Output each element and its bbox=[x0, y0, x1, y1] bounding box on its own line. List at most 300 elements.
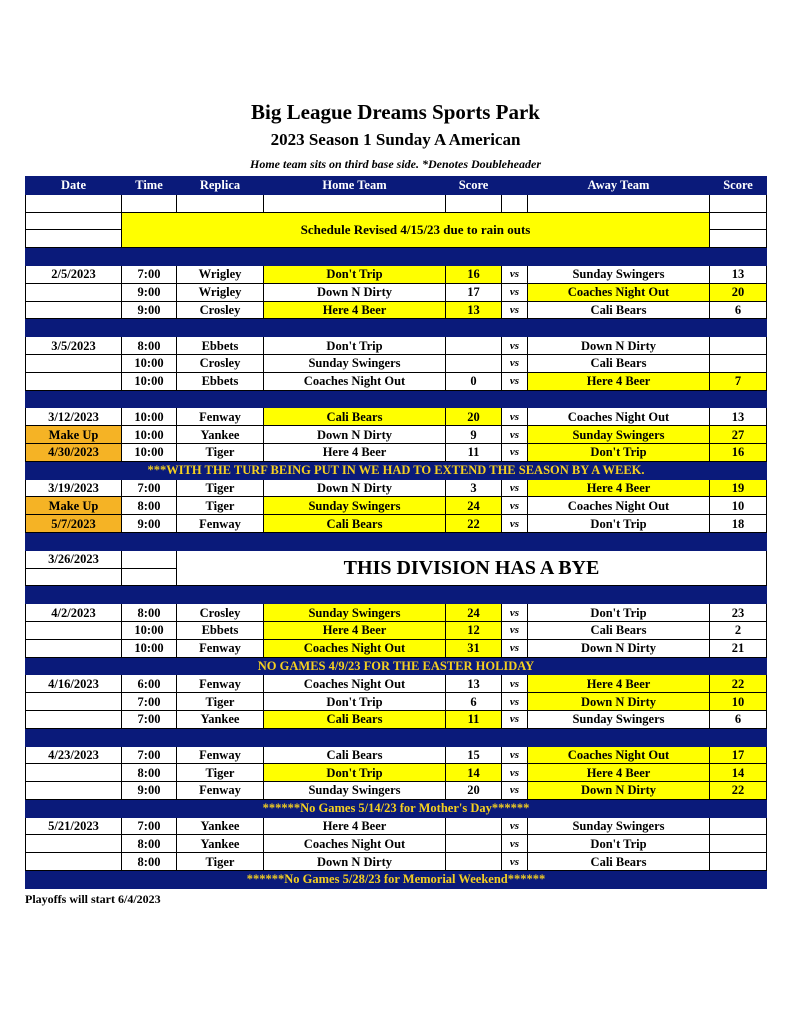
game-time: 9:00 bbox=[122, 782, 177, 800]
spacer-cell bbox=[122, 586, 177, 604]
spacer-cell bbox=[264, 319, 446, 337]
home-team: Coaches Night Out bbox=[264, 675, 446, 693]
home-score bbox=[446, 354, 502, 372]
away-team: Coaches Night Out bbox=[528, 497, 710, 515]
banner-text: ******No Games 5/28/23 for Memorial Weekend****** bbox=[26, 871, 767, 889]
away-team: Sunday Swingers bbox=[528, 426, 710, 444]
game-field: Ebbets bbox=[177, 372, 264, 390]
spacer-row bbox=[26, 586, 767, 604]
spacer-row bbox=[26, 248, 767, 266]
home-score: 12 bbox=[446, 621, 502, 639]
game-date: Make Up bbox=[26, 426, 122, 444]
game-time: 10:00 bbox=[122, 639, 177, 657]
spacer-cell bbox=[502, 390, 528, 408]
spacer-cell bbox=[177, 586, 264, 604]
home-team: Here 4 Beer bbox=[264, 817, 446, 835]
spacer-row bbox=[26, 728, 767, 746]
home-team: Don't Trip bbox=[264, 265, 446, 283]
game-field: Crosley bbox=[177, 301, 264, 319]
game-field: Fenway bbox=[177, 408, 264, 426]
away-team: Cali Bears bbox=[528, 301, 710, 319]
away-team: Down N Dirty bbox=[528, 639, 710, 657]
game-row bbox=[26, 639, 767, 657]
spacer-cell bbox=[528, 319, 710, 337]
banner-text: ******No Games 5/14/23 for Mother's Day****** bbox=[26, 799, 767, 817]
game-date bbox=[26, 621, 122, 639]
home-score bbox=[446, 835, 502, 853]
game-row bbox=[26, 337, 767, 355]
home-score: 22 bbox=[446, 515, 502, 533]
away-team: Cali Bears bbox=[528, 853, 710, 871]
game-row bbox=[26, 372, 767, 390]
home-score: 20 bbox=[446, 408, 502, 426]
home-score: 0 bbox=[446, 372, 502, 390]
away-team: Sunday Swingers bbox=[528, 710, 710, 728]
game-row bbox=[26, 497, 767, 515]
home-team: Sunday Swingers bbox=[264, 604, 446, 622]
spacer-cell bbox=[26, 248, 122, 266]
home-team: Coaches Night Out bbox=[264, 835, 446, 853]
banner-row bbox=[26, 657, 767, 675]
game-date: 5/7/2023 bbox=[26, 515, 122, 533]
spacer-cell bbox=[446, 319, 502, 337]
game-field: Ebbets bbox=[177, 621, 264, 639]
spacer-cell bbox=[710, 390, 767, 408]
away-team: Here 4 Beer bbox=[528, 764, 710, 782]
game-field: Ebbets bbox=[177, 337, 264, 355]
game-date bbox=[26, 372, 122, 390]
vs-label: vs bbox=[502, 693, 528, 711]
game-row bbox=[26, 604, 767, 622]
home-score: 11 bbox=[446, 443, 502, 461]
home-team: Down N Dirty bbox=[264, 426, 446, 444]
game-time: 9:00 bbox=[122, 515, 177, 533]
game-field: Crosley bbox=[177, 604, 264, 622]
away-score: 20 bbox=[710, 283, 767, 301]
home-score: 13 bbox=[446, 301, 502, 319]
away-team: Here 4 Beer bbox=[528, 479, 710, 497]
spacer-cell bbox=[26, 532, 122, 550]
away-team: Cali Bears bbox=[528, 354, 710, 372]
vs-label: vs bbox=[502, 515, 528, 533]
vs-label: vs bbox=[502, 639, 528, 657]
game-row bbox=[26, 817, 767, 835]
game-time: 7:00 bbox=[122, 693, 177, 711]
home-score bbox=[446, 853, 502, 871]
empty-cell bbox=[122, 568, 177, 586]
away-score: 13 bbox=[710, 265, 767, 283]
away-score: 23 bbox=[710, 604, 767, 622]
away-score: 10 bbox=[710, 693, 767, 711]
spacer-row bbox=[26, 319, 767, 337]
game-time: 10:00 bbox=[122, 426, 177, 444]
home-team: Sunday Swingers bbox=[264, 354, 446, 372]
game-field: Fenway bbox=[177, 746, 264, 764]
home-score bbox=[446, 817, 502, 835]
vs-label: vs bbox=[502, 764, 528, 782]
spacer-cell bbox=[122, 532, 177, 550]
home-team: Down N Dirty bbox=[264, 283, 446, 301]
blank-row bbox=[26, 194, 767, 212]
home-team: Cali Bears bbox=[264, 408, 446, 426]
game-row bbox=[26, 782, 767, 800]
game-field: Fenway bbox=[177, 675, 264, 693]
game-field: Yankee bbox=[177, 835, 264, 853]
vs-label: vs bbox=[502, 354, 528, 372]
game-time: 8:00 bbox=[122, 337, 177, 355]
spacer-cell bbox=[122, 728, 177, 746]
spacer-cell bbox=[528, 248, 710, 266]
spacer-cell bbox=[446, 532, 502, 550]
away-score: 17 bbox=[710, 746, 767, 764]
game-time: 7:00 bbox=[122, 746, 177, 764]
game-date: 3/5/2023 bbox=[26, 337, 122, 355]
away-score: 14 bbox=[710, 764, 767, 782]
empty-cell bbox=[446, 194, 502, 212]
game-date bbox=[26, 639, 122, 657]
away-team: Down N Dirty bbox=[528, 693, 710, 711]
home-score: 17 bbox=[446, 283, 502, 301]
vs-label: vs bbox=[502, 604, 528, 622]
spacer-cell bbox=[26, 728, 122, 746]
game-row bbox=[26, 515, 767, 533]
game-time: 10:00 bbox=[122, 443, 177, 461]
game-row bbox=[26, 301, 767, 319]
game-time: 10:00 bbox=[122, 372, 177, 390]
spacer-cell bbox=[710, 248, 767, 266]
game-row bbox=[26, 408, 767, 426]
game-time: 10:00 bbox=[122, 408, 177, 426]
home-team: Here 4 Beer bbox=[264, 301, 446, 319]
home-team: Down N Dirty bbox=[264, 479, 446, 497]
game-row bbox=[26, 693, 767, 711]
spacer-cell bbox=[446, 586, 502, 604]
empty-cell bbox=[710, 212, 767, 230]
home-team: Coaches Night Out bbox=[264, 372, 446, 390]
game-row bbox=[26, 710, 767, 728]
game-row bbox=[26, 426, 767, 444]
game-date: 2/5/2023 bbox=[26, 265, 122, 283]
spacer-cell bbox=[502, 532, 528, 550]
empty-cell bbox=[502, 194, 528, 212]
game-field: Yankee bbox=[177, 426, 264, 444]
game-field: Wrigley bbox=[177, 265, 264, 283]
game-field: Tiger bbox=[177, 497, 264, 515]
game-time: 7:00 bbox=[122, 265, 177, 283]
empty-cell bbox=[177, 194, 264, 212]
game-field: Tiger bbox=[177, 479, 264, 497]
spacer-cell bbox=[710, 586, 767, 604]
spacer-cell bbox=[528, 728, 710, 746]
vs-label: vs bbox=[502, 443, 528, 461]
header-replica: Replica bbox=[177, 177, 264, 195]
page-subtitle: 2023 Season 1 Sunday A American bbox=[270, 130, 521, 149]
game-time: 8:00 bbox=[122, 604, 177, 622]
vs-label: vs bbox=[502, 746, 528, 764]
game-date bbox=[26, 283, 122, 301]
away-team: Coaches Night Out bbox=[528, 746, 710, 764]
home-team: Cali Bears bbox=[264, 746, 446, 764]
away-score: 22 bbox=[710, 782, 767, 800]
away-score bbox=[710, 817, 767, 835]
away-team: Coaches Night Out bbox=[528, 408, 710, 426]
game-date bbox=[26, 354, 122, 372]
home-team: Sunday Swingers bbox=[264, 782, 446, 800]
home-score: 24 bbox=[446, 604, 502, 622]
away-score: 10 bbox=[710, 497, 767, 515]
game-date bbox=[26, 301, 122, 319]
game-row bbox=[26, 764, 767, 782]
empty-cell bbox=[122, 550, 177, 568]
banner-text: NO GAMES 4/9/23 FOR THE EASTER HOLIDAY bbox=[26, 657, 767, 675]
away-score bbox=[710, 337, 767, 355]
game-row bbox=[26, 835, 767, 853]
away-score: 27 bbox=[710, 426, 767, 444]
game-row bbox=[26, 479, 767, 497]
away-team: Don't Trip bbox=[528, 515, 710, 533]
away-team: Here 4 Beer bbox=[528, 372, 710, 390]
empty-cell bbox=[528, 194, 710, 212]
home-score: 6 bbox=[446, 693, 502, 711]
spacer-cell bbox=[177, 728, 264, 746]
page-title: Big League Dreams Sports Park bbox=[251, 100, 540, 124]
game-time: 8:00 bbox=[122, 853, 177, 871]
game-date: 3/26/2023 bbox=[26, 550, 122, 568]
spacer-cell bbox=[264, 728, 446, 746]
home-team: Don't Trip bbox=[264, 337, 446, 355]
game-row bbox=[26, 354, 767, 372]
game-time: 10:00 bbox=[122, 621, 177, 639]
spacer-cell bbox=[122, 248, 177, 266]
home-score: 15 bbox=[446, 746, 502, 764]
home-score: 20 bbox=[446, 782, 502, 800]
spacer-cell bbox=[26, 586, 122, 604]
away-score: 2 bbox=[710, 621, 767, 639]
spacer-cell bbox=[122, 319, 177, 337]
vs-label: vs bbox=[502, 853, 528, 871]
footer-note: Playoffs will start 6/4/2023 bbox=[25, 892, 161, 906]
game-row bbox=[26, 283, 767, 301]
game-date: 5/21/2023 bbox=[26, 817, 122, 835]
game-row bbox=[26, 621, 767, 639]
home-score: 9 bbox=[446, 426, 502, 444]
vs-label: vs bbox=[502, 372, 528, 390]
home-team: Here 4 Beer bbox=[264, 443, 446, 461]
home-team: Cali Bears bbox=[264, 515, 446, 533]
away-team: Down N Dirty bbox=[528, 782, 710, 800]
game-time: 7:00 bbox=[122, 710, 177, 728]
vs-label: vs bbox=[502, 265, 528, 283]
vs-label: vs bbox=[502, 782, 528, 800]
game-field: Tiger bbox=[177, 853, 264, 871]
home-score: 16 bbox=[446, 265, 502, 283]
spacer-cell bbox=[122, 390, 177, 408]
home-team: Sunday Swingers bbox=[264, 497, 446, 515]
schedule-table bbox=[25, 176, 767, 889]
empty-cell bbox=[710, 194, 767, 212]
spacer-cell bbox=[502, 728, 528, 746]
game-field: Yankee bbox=[177, 710, 264, 728]
game-date: 4/16/2023 bbox=[26, 675, 122, 693]
game-row bbox=[26, 265, 767, 283]
game-row bbox=[26, 443, 767, 461]
away-score: 13 bbox=[710, 408, 767, 426]
game-time: 8:00 bbox=[122, 835, 177, 853]
away-score: 16 bbox=[710, 443, 767, 461]
empty-cell bbox=[26, 230, 122, 248]
away-score: 6 bbox=[710, 710, 767, 728]
home-score: 24 bbox=[446, 497, 502, 515]
spacer-cell bbox=[710, 532, 767, 550]
game-field: Fenway bbox=[177, 639, 264, 657]
header-away-score: Score bbox=[710, 177, 767, 195]
game-time: 6:00 bbox=[122, 675, 177, 693]
banner-row bbox=[26, 871, 767, 889]
banner-text: ***WITH THE TURF BEING PUT IN WE HAD TO EXTEND THE SEASON BY A WEEK. bbox=[26, 461, 767, 479]
game-field: Wrigley bbox=[177, 283, 264, 301]
game-field: Crosley bbox=[177, 354, 264, 372]
game-row bbox=[26, 746, 767, 764]
home-score bbox=[446, 337, 502, 355]
spacer-cell bbox=[446, 390, 502, 408]
header-time: Time bbox=[122, 177, 177, 195]
game-time: 7:00 bbox=[122, 817, 177, 835]
spacer-cell bbox=[446, 728, 502, 746]
revised-row bbox=[26, 212, 767, 230]
game-field: Tiger bbox=[177, 443, 264, 461]
game-date: Make Up bbox=[26, 497, 122, 515]
away-score: 21 bbox=[710, 639, 767, 657]
game-date bbox=[26, 853, 122, 871]
bye-row bbox=[26, 550, 767, 568]
game-date bbox=[26, 764, 122, 782]
away-score bbox=[710, 354, 767, 372]
empty-cell bbox=[26, 568, 122, 586]
spacer-cell bbox=[528, 532, 710, 550]
revised-notice: Schedule Revised 4/15/23 due to rain outs bbox=[122, 212, 710, 248]
vs-label: vs bbox=[502, 710, 528, 728]
game-date: 3/19/2023 bbox=[26, 479, 122, 497]
away-team: Don't Trip bbox=[528, 835, 710, 853]
game-date bbox=[26, 782, 122, 800]
spacer-cell bbox=[177, 248, 264, 266]
home-team: Don't Trip bbox=[264, 693, 446, 711]
away-team: Down N Dirty bbox=[528, 337, 710, 355]
spacer-cell bbox=[502, 319, 528, 337]
empty-cell bbox=[710, 230, 767, 248]
game-field: Tiger bbox=[177, 764, 264, 782]
empty-cell bbox=[26, 194, 122, 212]
vs-label: vs bbox=[502, 479, 528, 497]
game-row bbox=[26, 853, 767, 871]
vs-label: vs bbox=[502, 835, 528, 853]
game-date bbox=[26, 693, 122, 711]
spacer-cell bbox=[710, 728, 767, 746]
spacer-cell bbox=[710, 319, 767, 337]
spacer-cell bbox=[502, 248, 528, 266]
header-vs bbox=[502, 177, 528, 195]
home-team: Down N Dirty bbox=[264, 853, 446, 871]
away-team: Here 4 Beer bbox=[528, 675, 710, 693]
away-score: 7 bbox=[710, 372, 767, 390]
away-team: Cali Bears bbox=[528, 621, 710, 639]
home-team: Coaches Night Out bbox=[264, 639, 446, 657]
empty-cell bbox=[122, 194, 177, 212]
game-field: Yankee bbox=[177, 817, 264, 835]
away-score: 19 bbox=[710, 479, 767, 497]
vs-label: vs bbox=[502, 283, 528, 301]
game-time: 7:00 bbox=[122, 479, 177, 497]
game-date: 4/2/2023 bbox=[26, 604, 122, 622]
game-date: 3/12/2023 bbox=[26, 408, 122, 426]
vs-label: vs bbox=[502, 408, 528, 426]
header-date: Date bbox=[26, 177, 122, 195]
game-date bbox=[26, 710, 122, 728]
vs-label: vs bbox=[502, 817, 528, 835]
spacer-cell bbox=[177, 390, 264, 408]
spacer-cell bbox=[264, 586, 446, 604]
banner-row bbox=[26, 461, 767, 479]
away-team: Sunday Swingers bbox=[528, 817, 710, 835]
vs-label: vs bbox=[502, 621, 528, 639]
game-time: 9:00 bbox=[122, 283, 177, 301]
vs-label: vs bbox=[502, 497, 528, 515]
game-date: 4/30/2023 bbox=[26, 443, 122, 461]
spacer-cell bbox=[264, 390, 446, 408]
game-date: 4/23/2023 bbox=[26, 746, 122, 764]
home-score: 31 bbox=[446, 639, 502, 657]
home-score: 11 bbox=[446, 710, 502, 728]
spacer-cell bbox=[528, 390, 710, 408]
page-note: Home team sits on third base side. *Denotes Doubleheader bbox=[250, 157, 541, 171]
away-score: 6 bbox=[710, 301, 767, 319]
vs-label: vs bbox=[502, 301, 528, 319]
spacer-cell bbox=[528, 586, 710, 604]
header-away-team: Away Team bbox=[528, 177, 710, 195]
game-time: 8:00 bbox=[122, 497, 177, 515]
banner-row bbox=[26, 799, 767, 817]
game-time: 10:00 bbox=[122, 354, 177, 372]
game-date bbox=[26, 835, 122, 853]
header-home-score: Score bbox=[446, 177, 502, 195]
home-team: Cali Bears bbox=[264, 710, 446, 728]
vs-label: vs bbox=[502, 675, 528, 693]
spacer-cell bbox=[446, 248, 502, 266]
home-score: 14 bbox=[446, 764, 502, 782]
spacer-cell bbox=[177, 532, 264, 550]
empty-cell bbox=[264, 194, 446, 212]
home-team: Here 4 Beer bbox=[264, 621, 446, 639]
spacer-row bbox=[26, 390, 767, 408]
game-field: Tiger bbox=[177, 693, 264, 711]
away-team: Coaches Night Out bbox=[528, 283, 710, 301]
away-team: Don't Trip bbox=[528, 604, 710, 622]
game-field: Fenway bbox=[177, 515, 264, 533]
away-score bbox=[710, 853, 767, 871]
spacer-cell bbox=[26, 319, 122, 337]
away-score bbox=[710, 835, 767, 853]
home-team: Don't Trip bbox=[264, 764, 446, 782]
home-score: 13 bbox=[446, 675, 502, 693]
spacer-cell bbox=[26, 390, 122, 408]
header-row bbox=[26, 177, 767, 195]
header-home-team: Home Team bbox=[264, 177, 446, 195]
empty-cell bbox=[26, 212, 122, 230]
away-team: Don't Trip bbox=[528, 443, 710, 461]
game-field: Fenway bbox=[177, 782, 264, 800]
bye-notice: THIS DIVISION HAS A BYE bbox=[177, 550, 767, 586]
game-time: 9:00 bbox=[122, 301, 177, 319]
